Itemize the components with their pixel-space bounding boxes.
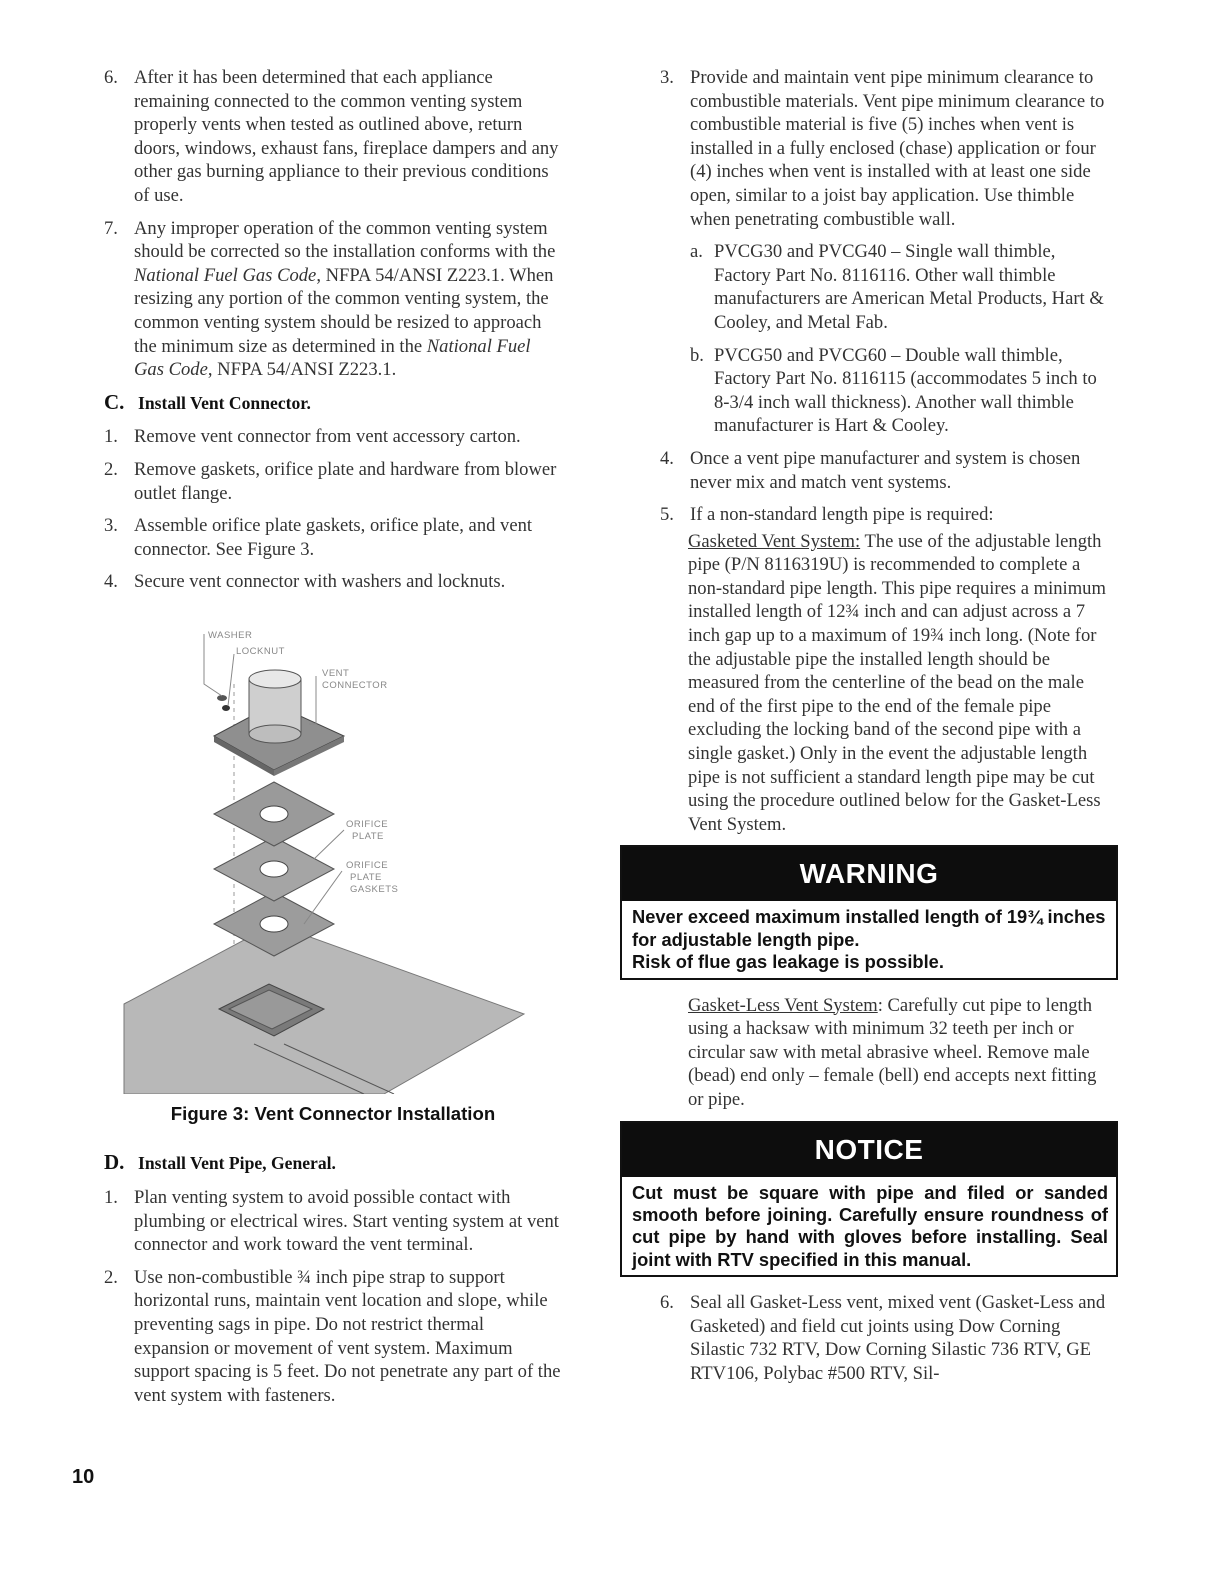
vent-connector-figure [104, 624, 562, 1094]
list-item: 4. Secure vent connector with washers and locknuts. [104, 571, 506, 593]
vent-label: VENT [322, 667, 350, 679]
sub-list-item: a. PVCG30 and PVCG40 – Single wall thimble, Factory Part No. 8116116. Other wall thimble manufacturers are American Metal Products, Hart & Cooley, and Metal Fab. [690, 241, 1104, 333]
page-number: 10 [72, 1466, 95, 1488]
list-item: 1. Plan venting system to avoid possible contact with plumbing or electrical wires. Start venting system at vent connector and work toward the vent terminal. [104, 1187, 559, 1256]
gaskets-label: GASKETS [350, 883, 399, 895]
gasketless-paragraph: Gasket-Less Vent System: Carefully cut pipe to length using a hacksaw with minimum 32 teeth per inch or circular saw with metal abrasive wheel. Remove male (bead) end only – female (bell) end accepts next fitting or pipe. [688, 994, 1097, 1110]
list-item: 5. If a non-standard length pipe is required: [660, 504, 994, 526]
section-c-heading: C. Install Vent Connector. [104, 389, 311, 414]
warning-body: Never exceed maximum installed length of 19¾ inches for adjustable length pipe. Risk of flue gas leakage is possible. [632, 906, 1106, 973]
list-item: 3. Assemble orifice plate gaskets, orifice plate, and vent connector. See Figure 3. [104, 515, 533, 560]
notice-body: Cut must be square with pipe and filed or sanded smooth before joining. Carefully ensure roundness of cut pipe by hand with gloves before installing. Seal joint with RTV specified in this manual. [632, 1181, 1108, 1270]
plate-label: PLATE [352, 830, 384, 842]
item-text: Any improper operation of the common venting system should be corrected so the installation conforms with the National Fuel Gas Code, NFPA 54/ANSI Z223.1. When resizing any portion of the common venting system, the common venting system should be resized to approach the minimum size as determined in the National Fuel Gas Code, NFPA 54/ANSI Z223.1. [134, 217, 556, 381]
figure-caption: Figure 3: Vent Connector Installation [170, 1102, 496, 1124]
sub-list-item: b. PVCG50 and PVCG60 – Double wall thimble, Factory Part No. 8116115 (accommodates 5 inch to 8-3/4 inch wall thickness). Another wall thimble manufacturer is Hart & Cooley. [690, 344, 1097, 437]
orifice-label: ORIFICE [346, 859, 389, 871]
connector-label: CONNECTOR [322, 679, 388, 691]
code-reference: National Fuel Gas Code [134, 264, 317, 286]
item-number: 6. [104, 67, 118, 88]
list-item: 6. Seal all Gasket-Less vent, mixed vent (Gasket-Less and Gasketed) and field cut joints using Dow Corning Silastic 732 RTV, Dow Corning Silastic 736 RTV, GE RTV106, Polybac #500 RTV, Sil- [660, 1292, 1106, 1384]
right-column [632, 66, 1110, 1395]
item-number: 7. [104, 217, 118, 239]
orifice-label: ORIFICE [346, 818, 389, 830]
notice-box [620, 1121, 1118, 1278]
washer-label: WASHER [208, 629, 253, 641]
item-text: After it has been determined that each appliance remaining connected to the common venting system properly vents when tested as outlined above, return doors, windows, exhaust fans, fireplace dampers and any other gas burning appliance to their previous conditions of use. [134, 67, 559, 206]
vent-connector-illustration [104, 624, 562, 1094]
notice-heading: NOTICE [622, 1123, 1116, 1177]
gasketed-label: Gasketed Vent System: [688, 530, 861, 552]
list-item [104, 217, 562, 382]
list-item: 4. Once a vent pipe manufacturer and system is chosen never mix and match vent systems. [660, 447, 1081, 493]
list-item: 2. Use non-combustible ¾ inch pipe strap to support horizontal runs, maintain vent location and slope, while preventing sags in pipe. Do not restrict thermal expansion or movement of vent system. Maximum support spacing is 5 feet. Do not penetrate any part of the vent system with fasteners. [104, 1266, 561, 1406]
list-item: 3. Provide and maintain vent pipe minimum clearance to combustible materials. Vent pipe minimum clearance to combustible material is five (5) inches when vent is installed in a fully enclosed (chase) application or four (4) inches when vent is installed with at least one side open, similar to a joist bay application. Use thimble when penetrating combustible wall. [660, 67, 1105, 230]
gasketless-label: Gasket-Less Vent System [688, 994, 878, 1016]
warning-box [620, 845, 1118, 979]
list-item: 1. Remove vent connector from vent accessory carton. [104, 426, 521, 448]
list-item [104, 66, 562, 208]
gasketed-paragraph: Gasketed Vent System: The use of the adjustable length pipe (P/N 8116319U) is recommended to complete a non-standard pipe length. This pipe requires a minimum installed length of 12¾ inch and can adjust across a 7 inch gap up to a maximum of 19¾ inch long. (Note for the adjustable pipe the installed length should be measured from the centerline of the bead on the male end of the first pipe to the end of the female pipe excluding the locking band of the second pipe with a single gasket.) Only in the event the adjustable length pipe is not sufficient a standard length pipe may be cut using the procedure outlined below for the Gasket-Less Vent System. [688, 530, 1106, 835]
code-reference: National Fuel Gas Code [134, 335, 531, 381]
plate-label: PLATE [350, 871, 382, 883]
list-item: 2. Remove gaskets, orifice plate and hardware from blower outlet flange. [104, 458, 557, 504]
warning-heading: WARNING [622, 847, 1116, 901]
section-d-heading: D. Install Vent Pipe, General. [104, 1150, 336, 1175]
locknut-label: LOCKNUT [236, 645, 285, 657]
left-column [104, 66, 562, 1416]
